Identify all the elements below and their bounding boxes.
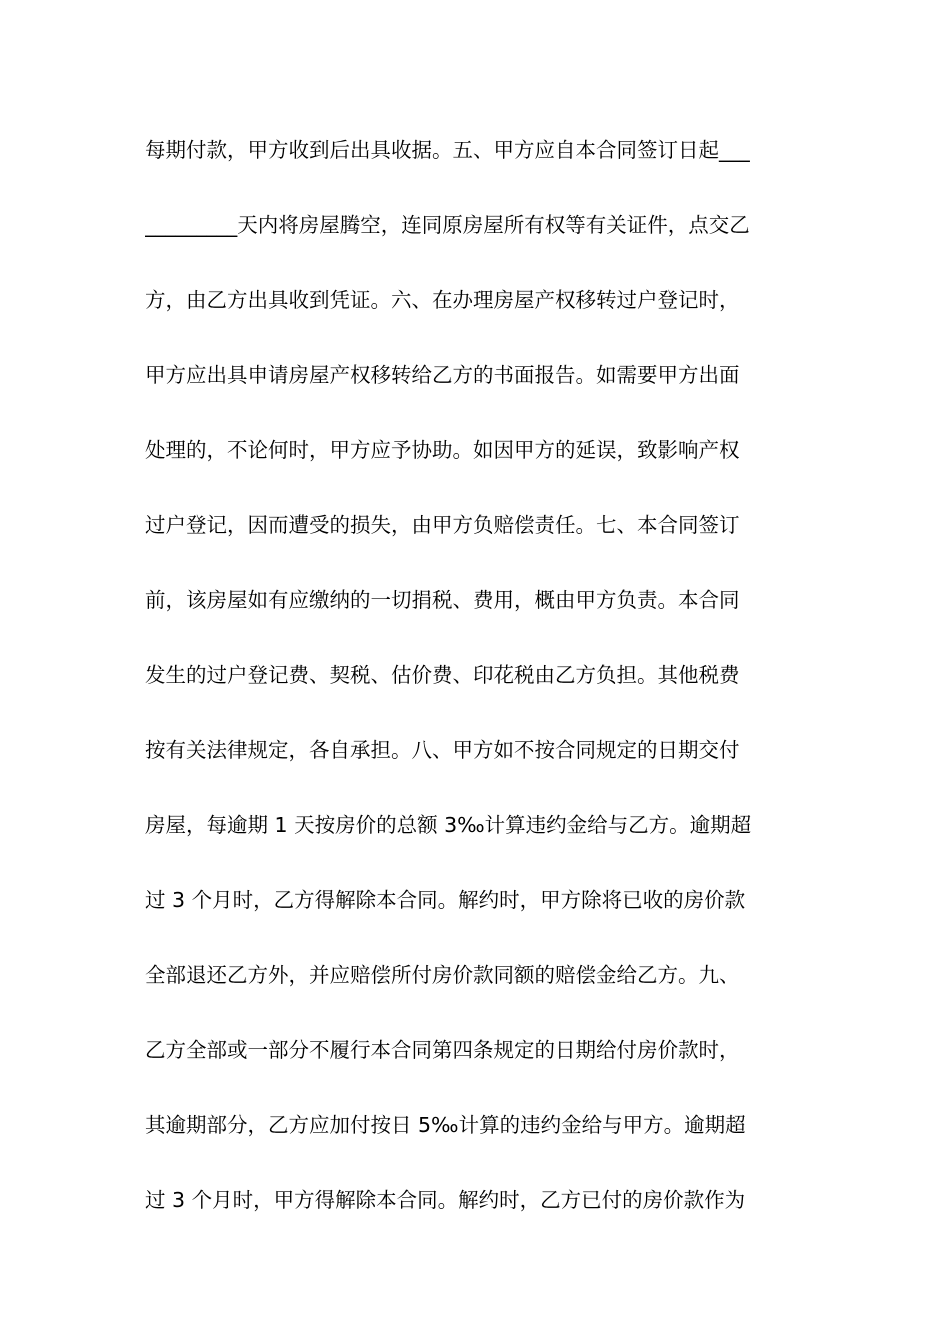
text-line: 方，由乙方出具收到凭证。六、在办理房屋产权移转过户登记时，: [145, 288, 740, 312]
text-line: 过 3 个月时，乙方得解除本合同。解约时，甲方除将已收的房价款: [145, 888, 746, 912]
text-line: 房屋，每逾期 1 天按房价的总额 3‰计算违约金给与乙方。逾期超: [145, 813, 752, 837]
text-line: 其逾期部分，乙方应加付按日 5‰计算的违约金给与甲方。逾期超: [145, 1113, 746, 1137]
text-line: 每期付款，甲方收到后出具收据。五、甲方应自本合同签订日起___: [145, 138, 750, 162]
text-line: 处理的，不论何时，甲方应予协助。如因甲方的延误，致影响产权: [145, 438, 740, 462]
text-line: 前，该房屋如有应缴纳的一切捐税、费用，概由甲方负责。本合同: [145, 588, 740, 612]
text-line: 过 3 个月时，甲方得解除本合同。解约时，乙方已付的房价款作为: [145, 1188, 746, 1212]
text-line: 过户登记，因而遭受的损失，由甲方负赔偿责任。七、本合同签订: [145, 513, 740, 537]
text-line: 按有关法律规定，各自承担。八、甲方如不按合同规定的日期交付: [145, 738, 740, 762]
text-line: 全部退还乙方外，并应赔偿所付房价款同额的赔偿金给乙方。九、: [145, 963, 740, 987]
text-line: 乙方全部或一部分不履行本合同第四条规定的日期给付房价款时，: [145, 1038, 740, 1062]
text-line: _________天内将房屋腾空，连同原房屋所有权等有关证件，点交乙: [145, 213, 750, 237]
text-line: 甲方应出具申请房屋产权移转给乙方的书面报告。如需要甲方出面: [145, 363, 740, 387]
text-line: 发生的过户登记费、契税、估价费、印花税由乙方负担。其他税费: [145, 663, 740, 687]
